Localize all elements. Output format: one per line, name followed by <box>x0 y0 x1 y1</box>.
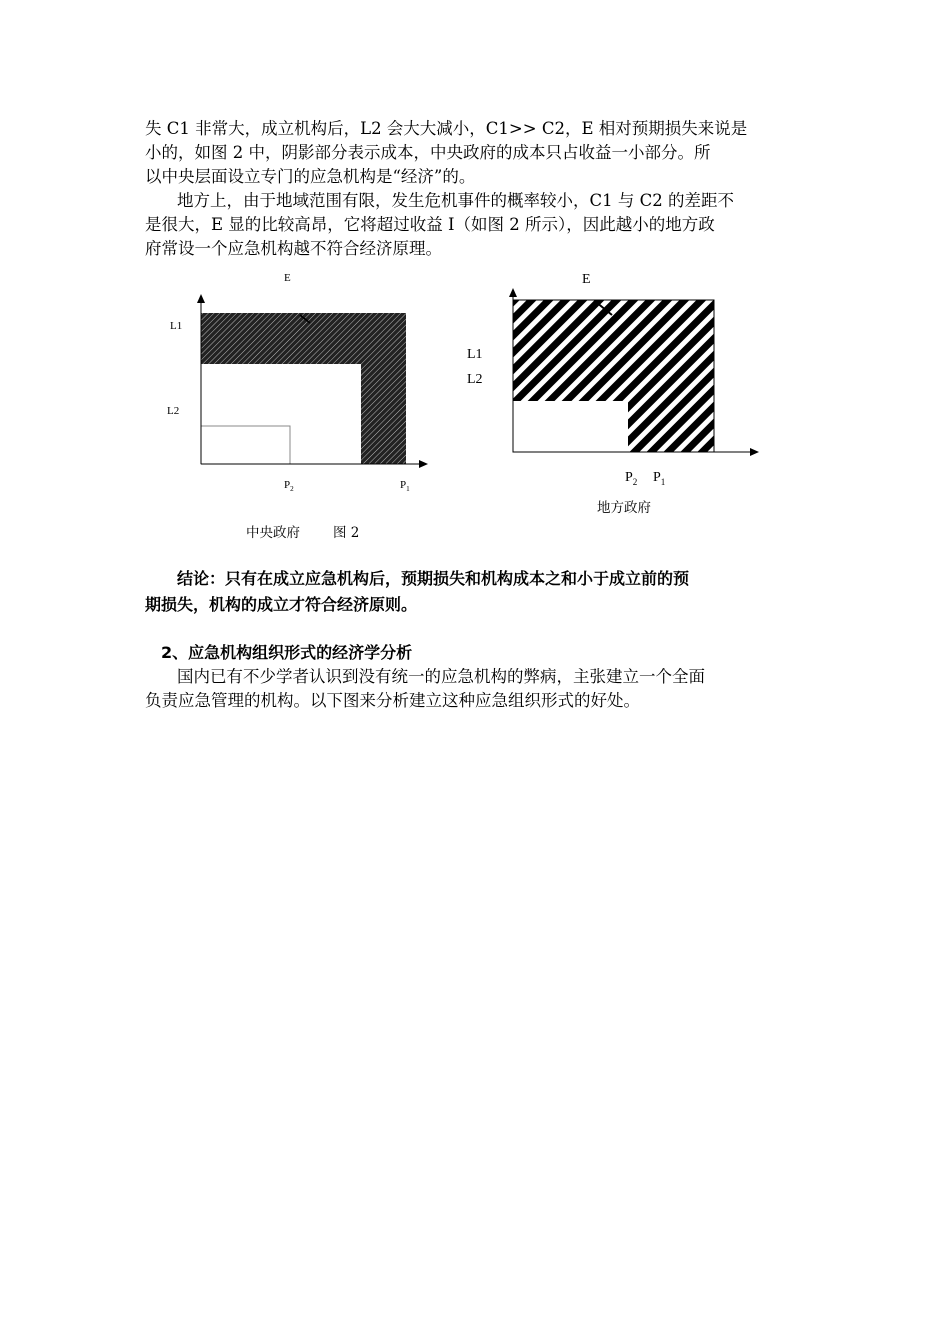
local-caption: 地方政府 <box>597 500 651 516</box>
text-line: 府常设一个应急机构越不符合经济原理。 <box>145 239 442 258</box>
label-l1: L1 <box>170 320 183 332</box>
text-line: 结论：只有在成立应急机构后，预期损失和机构成本之和小于成立前的预 <box>177 569 690 588</box>
label-p2-sub: 2 <box>632 476 638 487</box>
label-p1 <box>653 470 665 487</box>
text-line: 国内已有不少学者认识到没有统一的应急机构的弊病，主张建立一个全面 <box>177 667 705 686</box>
label-e: E <box>582 272 591 287</box>
label-e: E <box>284 272 291 284</box>
label-p1-main: P <box>653 470 661 485</box>
x-axis-arrow <box>750 448 759 456</box>
text-line: 失 C1 非常大，成立机构后，L2 会大大减小，C1>> C2，E 相对预期损失来说是 <box>145 119 748 138</box>
y-axis-arrow <box>509 288 517 297</box>
label-l2: L2 <box>467 372 483 387</box>
label-p2 <box>625 470 637 487</box>
section-heading: 2、应急机构组织形式的经济学分析 <box>161 643 413 662</box>
x-axis-arrow <box>419 460 428 468</box>
text-line: 小的，如图 2 中，阴影部分表示成本，中央政府的成本只占收益一小部分。所 <box>145 143 711 162</box>
text-line: 地方上，由于地域范围有限，发生危机事件的概率较小，C1 与 C2 的差距不 <box>177 191 734 210</box>
label-p2-main: P <box>284 479 291 491</box>
label-p1-sub: 1 <box>660 476 666 487</box>
intro-paragraph <box>145 117 809 189</box>
label-p2-sub: 2 <box>290 485 294 494</box>
text-line: 以中央层面设立专门的应急机构是“经济”的。 <box>145 167 476 186</box>
central-government-figure <box>160 265 440 495</box>
label-p2 <box>284 479 294 493</box>
local-paragraph <box>145 189 809 261</box>
label-p1-sub: 1 <box>406 485 410 494</box>
text-line: 期损失，机构的成立才符合经济原则。 <box>145 595 418 614</box>
conclusion-paragraph <box>145 566 809 618</box>
text-line: 是很大，E 显的比较高昂，它将超过收益 I（如图 2 所示），因此越小的地方政 <box>145 215 715 234</box>
section-paragraph <box>145 665 809 713</box>
label-p1-main: P <box>400 479 407 491</box>
text-line: 负责应急管理的机构。以下图来分析建立这种应急组织形式的好处。 <box>145 691 640 710</box>
y-axis-arrow <box>197 294 205 303</box>
label-p1 <box>400 479 410 493</box>
figure-number: 图 2 <box>333 525 360 541</box>
local-government-diagram <box>460 265 770 465</box>
net-region <box>201 364 361 464</box>
local-government-figure <box>460 265 770 525</box>
label-l1: L1 <box>467 347 483 362</box>
central-caption: 中央政府 <box>246 525 300 541</box>
label-l2: L2 <box>167 405 180 417</box>
net-region <box>513 401 628 452</box>
label-p2-main: P <box>625 470 633 485</box>
central-government-diagram <box>160 265 440 495</box>
